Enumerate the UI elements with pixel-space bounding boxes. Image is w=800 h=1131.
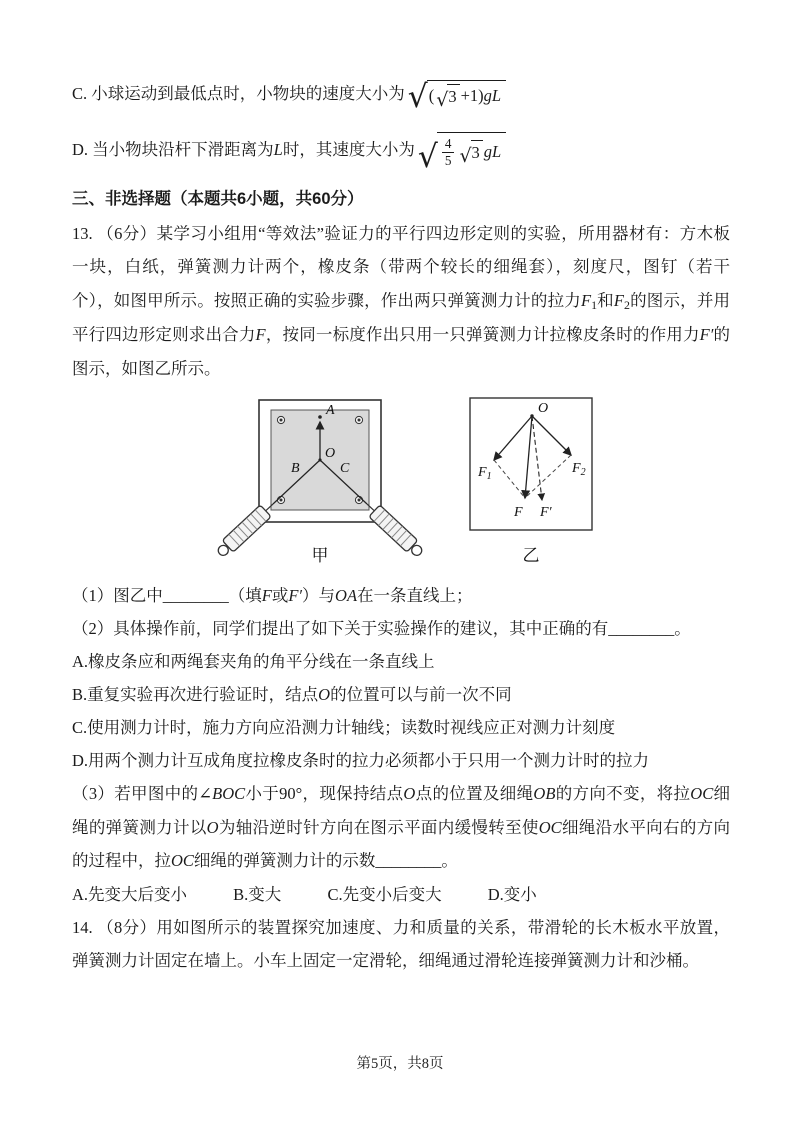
label-F2: $F_2$ bbox=[571, 460, 586, 478]
inner-radical bbox=[435, 84, 459, 111]
q13-part3-option-c: C.先变小后变大 bbox=[327, 885, 442, 905]
figure-yi-drawing bbox=[468, 396, 596, 566]
spring-scale-right bbox=[361, 498, 425, 559]
q13-stem: 13. （6分）某学习小组用“等效法”验证力的平行四边形定则的实验，所用器材有：方木板一块，白纸，弹簧测力计两个，橡皮条（带两个较长的细绳套），刻度尺，图钉（若干个），如图甲所示。按照正确的实验步骤，作出两只弹簧测力计的拉力F1和F2的图示，并用平行四边形定则求出合力F，按同一标度作出只用一只弹簧测力计拉橡皮条时的作用力F′的图示，如图乙所示。 bbox=[72, 223, 731, 378]
option-d-line bbox=[72, 126, 730, 174]
label-F: F bbox=[513, 504, 523, 520]
spring-scale-left bbox=[214, 498, 278, 559]
point-A-dot bbox=[318, 415, 322, 419]
radical-sign: √ bbox=[436, 88, 449, 111]
label-F1: $F_1$ bbox=[477, 464, 492, 482]
section-header: 三、非选择题（本题共6小题，共60分） bbox=[72, 190, 364, 208]
q13-figures bbox=[72, 396, 730, 571]
label-C: C bbox=[339, 460, 349, 476]
q13-part2-option-d: D.用两个测力计互成角度拉橡皮条时的拉力必须都小于只用一个测力计时的拉力 bbox=[72, 750, 650, 770]
inner-radicand: 3 bbox=[447, 84, 459, 107]
q13-part1: （1）图乙中________（填F或F′）与OA在一条直线上； bbox=[72, 585, 473, 605]
figure-jia-drawing bbox=[207, 396, 442, 566]
q13-part2-option-c: C.使用测力计时，施力方向应沿测力计轴线；读数时视线应正对测力计刻度 bbox=[72, 717, 616, 737]
radical-sign: √ bbox=[407, 79, 428, 116]
label-O: O bbox=[537, 400, 548, 416]
formula-option-c bbox=[407, 79, 506, 116]
formula-variables: gL bbox=[483, 86, 502, 106]
fraction-denominator: 5 bbox=[444, 152, 452, 168]
radical-sign: √ bbox=[459, 144, 472, 167]
figure-yi-caption: 乙 bbox=[522, 545, 539, 565]
label-A: A bbox=[325, 402, 335, 418]
formula-open-paren: ( bbox=[428, 86, 435, 106]
fraction bbox=[442, 136, 455, 167]
figure-yi bbox=[468, 396, 596, 571]
option-d-text: D. 当小物块沿杆下滑距离为L时，其速度大小为 bbox=[72, 140, 415, 160]
q13-part3-option-a: A.先变大后变小 bbox=[72, 885, 188, 905]
q13-part3-option-d: D.变小 bbox=[487, 885, 537, 905]
q13-part3-option-b: B.变大 bbox=[233, 885, 282, 905]
q13-part3: （3）若甲图中的∠BOC小于90°，现保持结点O点的位置及细绳OB的方向不变，将拉OC细绳的弹簧测力计以O为轴沿逆时针方向在图示平面内缓慢转至使OC细绳沿水平向右的方向的过程中，拉OC细绳的弹簧测力计的示数________。 bbox=[72, 783, 731, 871]
q14-stem: 14. （8分）用如图所示的装置探究加速度、力和质量的关系，带滑轮的长木板水平放置，弹簧测力计固定在墙上。小车上固定一定滑轮，细绳通过滑轮连接弹簧测力计和沙桶。 bbox=[72, 918, 730, 971]
radical-sign: √ bbox=[417, 139, 438, 176]
inner-radical bbox=[458, 140, 482, 167]
inner-radicand: 3 bbox=[471, 140, 483, 163]
q13-part3-answers bbox=[72, 878, 730, 911]
q13-part2-option-a: A.橡皮条应和两绳套夹角的角平分线在一条直线上 bbox=[72, 651, 435, 671]
q13-part2: （2）具体操作前，同学们提出了如下关于实验操作的建议，其中正确的有________。 bbox=[72, 618, 691, 638]
label-F-prime: F′ bbox=[539, 504, 552, 520]
formula-after: +1) bbox=[460, 86, 484, 106]
figure-jia-caption: 甲 bbox=[311, 545, 328, 565]
figure-jia bbox=[207, 396, 442, 571]
label-B: B bbox=[290, 460, 300, 476]
formula-option-d bbox=[417, 132, 506, 176]
q13-part2-option-b: B.重复实验再次进行验证时，结点O的位置可以与前一次不同 bbox=[72, 684, 512, 704]
page-footer: 第5页，共8页 bbox=[356, 1056, 444, 1072]
fraction-numerator: 4 bbox=[442, 136, 455, 152]
formula-variables: gL bbox=[483, 142, 502, 162]
label-O: O bbox=[324, 445, 335, 461]
option-c-text: C. 小球运动到最低点时，小物块的速度大小为 bbox=[72, 84, 405, 104]
option-c-line bbox=[72, 70, 730, 118]
